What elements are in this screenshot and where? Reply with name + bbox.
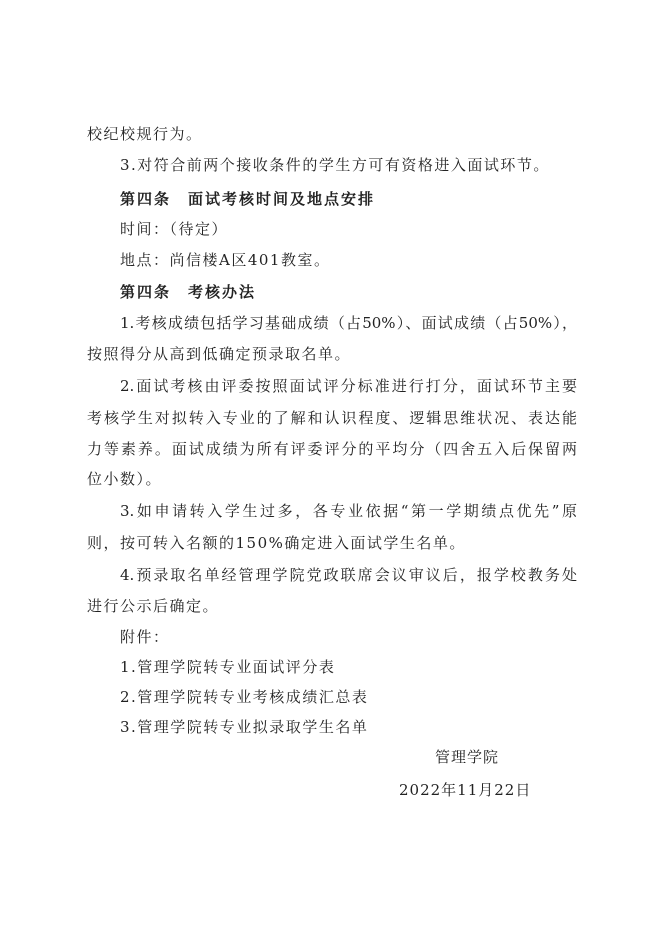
paragraph-line: 4.预录取名单经管理学院党政联席会议审议后，报学校教务处 — [120, 566, 577, 584]
paragraph-line: 3.如申请转入学生过多，各专业依据“第一学期绩点优先”原 — [120, 502, 577, 520]
attachment-item: 1.管理学院转专业面试评分表 — [120, 658, 336, 676]
paragraph-line: 按照得分从高到低确定预录取名单。 — [87, 345, 352, 363]
attachment-heading: 附件： — [120, 628, 170, 646]
paragraph-line: 力等素养。面试成绩为所有评委评分的平均分（四舍五入后保留两 — [87, 440, 577, 458]
signature-org: 管理学院 — [435, 748, 500, 766]
paragraph-line: 则，按可转入名额的150%确定进入面试学生名单。 — [87, 534, 466, 552]
paragraph-line: 时间：（待定） — [120, 220, 229, 238]
paragraph-line: 位小数）。 — [87, 470, 163, 488]
paragraph-line: 3.对符合前两个接收条件的学生方可有资格进入面试环节。 — [120, 156, 550, 174]
section-heading: 第四条 面试考核时间及地点安排 — [120, 190, 376, 208]
paragraph-line: 1.考核成绩包括学习基础成绩（占50%）、面试成绩（占50%）， — [120, 314, 577, 332]
section-heading: 第四条 考核办法 — [120, 283, 257, 301]
paragraph-line: 进行公示后确定。 — [87, 597, 220, 615]
paragraph-line: 考核学生对拟转入专业的了解和认识程度、逻辑思维状况、表达能 — [87, 409, 577, 427]
attachment-item: 2.管理学院转专业考核成绩汇总表 — [120, 688, 369, 706]
attachment-item: 3.管理学院转专业拟录取学生名单 — [120, 718, 369, 736]
paragraph-line: 2.面试考核由评委按照面试评分标准进行打分，面试环节主要 — [120, 377, 577, 395]
paragraph-line: 校纪校规行为。 — [87, 125, 203, 143]
paragraph-line: 地点：尚信楼A区401教室。 — [120, 251, 331, 269]
signature-date: 2022年11月22日 — [399, 781, 532, 799]
